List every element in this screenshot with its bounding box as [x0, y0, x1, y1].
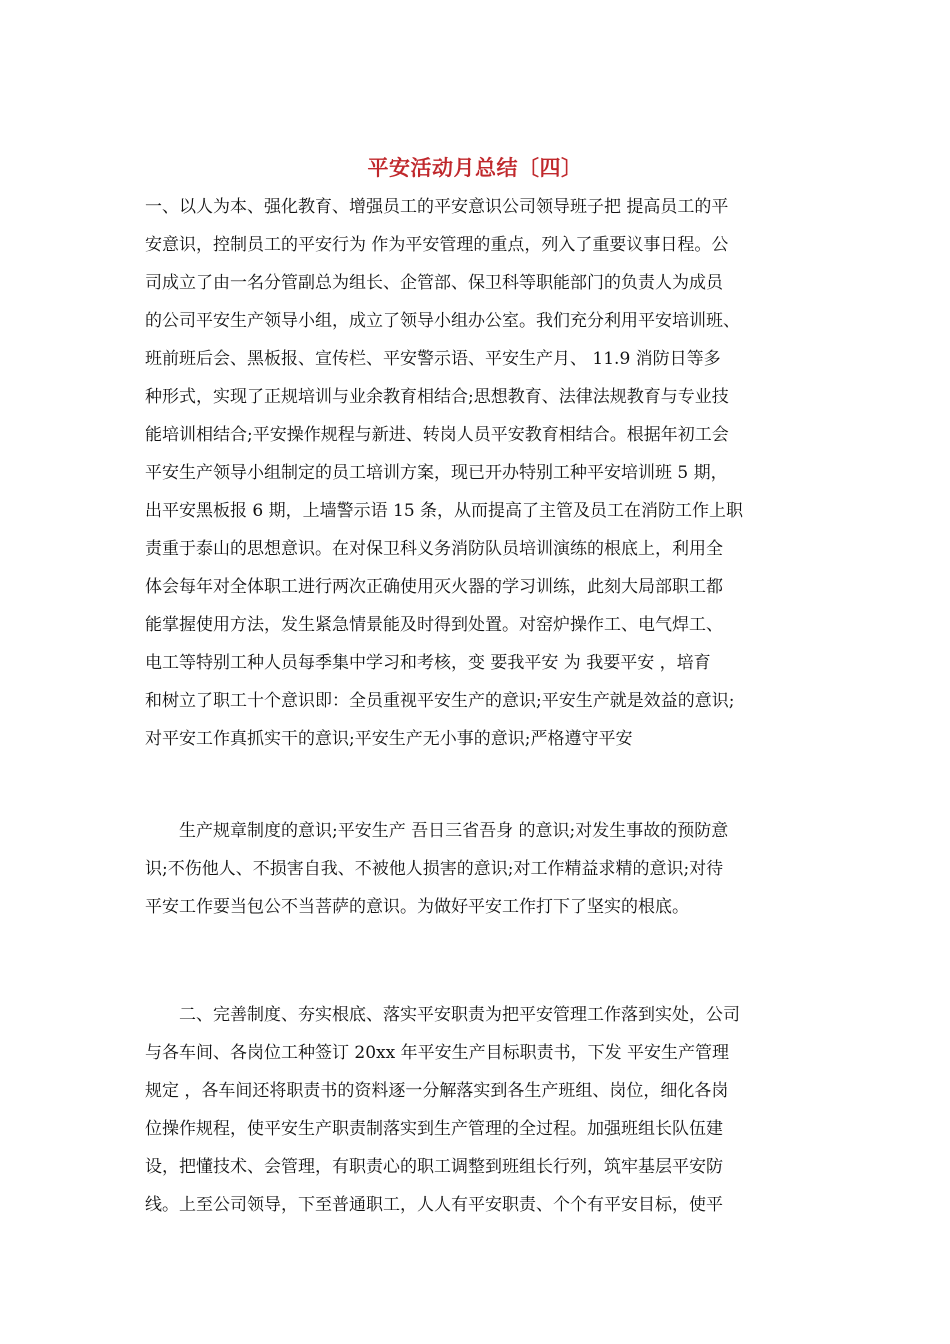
text-line: 安意识，控制员工的平安行为 作为平安管理的重点，列入了重要议事日程。公: [145, 235, 729, 255]
text-line: 二、完善制度、夯实根底、落实平安职责为把平安管理工作落到实处，公司: [145, 1005, 740, 1025]
text-line: 种形式，实现了正规培训与业余教育相结合;思想教育、法律法规教育与专业技: [145, 387, 729, 407]
text-line: 平安生产领导小组制定的员工培训方案，现已开办特别工种平安培训班 5 期，: [145, 463, 728, 483]
text-line: 责重于泰山的思想意识。在对保卫科义务消防队员培训演练的根底上，利用全: [145, 539, 723, 559]
text-line: 线。上至公司领导，下至普通职工，人人有平安职责、个个有平安目标，使平: [145, 1195, 723, 1215]
text-line: 出平安黑板报 6 期，上墙警示语 15 条，从而提高了主管及员工在消防工作上职: [145, 501, 744, 521]
text-line: 电工等特别工种人员每季集中学习和考核，变 要我平安 为 我要平安 ，培育: [145, 653, 711, 673]
paragraph-1: [145, 188, 825, 758]
text-line: 和树立了职工十个意识即：全员重视平安生产的意识;平安生产就是效益的意识;: [145, 691, 735, 711]
text-line: 体会每年对全体职工进行两次正确使用灭火器的学习训练，此刻大局部职工都: [145, 577, 723, 597]
text-line: 生产规章制度的意识;平安生产 吾日三省吾身 的意识;对发生事故的预防意: [145, 821, 729, 841]
text-line: 识;不伤他人、不损害自我、不被他人损害的意识;对工作精益求精的意识;对待: [145, 859, 724, 879]
document-title: 平安活动月总结〔四〕: [367, 155, 583, 180]
text-line: 能培训相结合;平安操作规程与新进、转岗人员平安教育相结合。根据年初工会: [145, 425, 729, 445]
paragraph-2: [145, 812, 825, 926]
text-line: 对平安工作真抓实干的意识;平安生产无小事的意识;严格遵守平安: [145, 729, 633, 749]
text-line: 与各车间、各岗位工种签订 20xx 年平安生产目标职责书，下发 平安生产管理: [145, 1043, 730, 1063]
text-line: 规定 ，各车间还将职责书的资料逐一分解落实到各生产班组、岗位，细化各岗: [145, 1081, 729, 1101]
paragraph-3: [145, 996, 825, 1224]
text-line: 设，把懂技术、会管理，有职责心的职工调整到班组长行列，筑牢基层平安防: [145, 1157, 723, 1177]
text-line: 一、以人为本、强化教育、增强员工的平安意识公司领导班子把 提高员工的平: [145, 197, 729, 217]
text-line: 位操作规程，使平安生产职责制落实到生产管理的全过程。加强班组长队伍建: [145, 1119, 723, 1139]
text-line: 平安工作要当包公不当菩萨的意识。为做好平安工作打下了坚实的根底。: [145, 897, 689, 917]
text-line: 班前班后会、黑板报、宣传栏、平安警示语、平安生产月、 11.9 消防日等多: [145, 349, 721, 369]
text-line: 的公司平安生产领导小组，成立了领导小组办公室。我们充分利用平安培训班、: [145, 311, 740, 331]
text-line: 司成立了由一名分管副总为组长、企管部、保卫科等职能部门的负责人为成员: [145, 273, 723, 293]
text-line: 能掌握使用方法，发生紧急情景能及时得到处置。对窑炉操作工、电气焊工、: [145, 615, 723, 635]
